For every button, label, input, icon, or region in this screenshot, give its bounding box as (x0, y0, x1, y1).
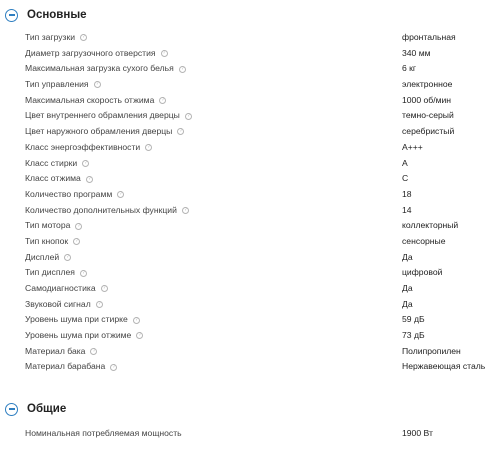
spec-label (0, 297, 402, 313)
spec-label-text: Материал барабана (25, 361, 106, 372)
spec-row (0, 30, 500, 46)
spec-row (0, 93, 500, 109)
spec-row (0, 108, 500, 124)
spec-row (0, 156, 500, 172)
spec-value: A (402, 157, 408, 168)
spec-label (0, 359, 402, 375)
spec-label (0, 77, 402, 93)
spec-label (0, 140, 402, 156)
spec-row (0, 203, 500, 219)
spec-rows (0, 30, 500, 375)
spec-label (0, 234, 402, 250)
spec-value: 1900 Вт (402, 428, 433, 438)
spec-label-text: Тип загрузки (25, 32, 76, 42)
spec-label (0, 312, 402, 328)
question-circle-icon[interactable]: ? (94, 81, 101, 88)
spec-value: 18 (402, 188, 412, 199)
spec-row (0, 218, 500, 234)
spec-value: фронтальная (402, 32, 456, 42)
spec-value: серебристый (402, 126, 455, 137)
question-circle-icon[interactable]: ? (161, 50, 168, 57)
spec-row (0, 77, 500, 93)
question-circle-icon[interactable]: ? (90, 348, 97, 355)
spec-row (0, 359, 500, 375)
spec-label-text: Количество программ (25, 188, 113, 199)
section-header-toggle[interactable] (0, 4, 500, 26)
question-circle-icon[interactable]: ? (145, 144, 152, 151)
spec-label (0, 328, 402, 344)
spec-row (0, 328, 500, 344)
spec-label (0, 61, 402, 77)
spec-value: электронное (402, 79, 453, 90)
section-header-toggle[interactable] (0, 398, 500, 420)
question-circle-icon[interactable]: ? (136, 332, 143, 339)
spec-value: Да (402, 283, 413, 293)
spec-label (0, 218, 402, 234)
spec-value: 59 дБ (402, 314, 425, 325)
spec-row (0, 297, 500, 313)
section-title: Общие (27, 403, 67, 415)
question-circle-icon[interactable]: ? (86, 176, 93, 183)
spec-value: A+++ (402, 141, 423, 152)
spec-row (0, 344, 500, 360)
spec-row (0, 265, 500, 281)
spec-label-text: Звуковой сигнал (25, 298, 91, 309)
spec-label (0, 265, 402, 281)
spec-label (0, 281, 402, 297)
question-circle-icon[interactable]: ? (64, 254, 71, 261)
spec-row (0, 171, 500, 187)
question-circle-icon[interactable]: ? (80, 270, 87, 277)
spec-label (0, 426, 402, 442)
section-title: Основные (27, 9, 87, 21)
spec-value: Нержавеющая сталь (402, 361, 486, 372)
spec-value: Да (402, 298, 413, 309)
question-circle-icon[interactable]: ? (177, 128, 184, 135)
spec-label-text: Цвет наружного обрамления дверцы (25, 126, 173, 137)
spec-section (0, 398, 500, 442)
spec-row (0, 140, 500, 156)
spec-label-text: Тип кнопок (25, 235, 69, 246)
spec-row (0, 312, 500, 328)
minus-circle-icon[interactable] (5, 9, 18, 22)
spec-label-text: Уровень шума при отжиме (25, 330, 132, 341)
spec-label-text: Дисплей (25, 251, 60, 262)
spec-label (0, 30, 402, 46)
spec-value: коллекторный (402, 220, 459, 231)
spec-row (0, 281, 500, 297)
spec-label (0, 156, 402, 172)
question-circle-icon[interactable]: ? (96, 301, 103, 308)
spec-label (0, 344, 402, 360)
question-circle-icon[interactable]: ? (133, 317, 140, 324)
minus-circle-icon[interactable] (5, 403, 18, 416)
spec-label (0, 124, 402, 140)
spec-value: 73 дБ (402, 330, 425, 341)
spec-label-text: Номинальная потребляемая мощность (25, 428, 182, 438)
spec-value: Полипропилен (402, 345, 461, 356)
spec-rows (0, 426, 500, 442)
spec-label-text: Цвет внутреннего обрамления дверцы (25, 110, 180, 121)
spec-label (0, 46, 402, 62)
question-circle-icon[interactable]: ? (179, 66, 186, 73)
question-circle-icon[interactable]: ? (101, 285, 108, 292)
spec-value: 340 мм (402, 47, 431, 58)
spec-label-text: Класс энергоэффективности (25, 141, 141, 152)
spec-value: 14 (402, 204, 412, 215)
spec-label (0, 108, 402, 124)
spec-label (0, 171, 402, 187)
spec-value: 6 кг (402, 63, 417, 74)
spec-value: C (402, 173, 409, 184)
spec-label-text: Максимальная загрузка сухого белья (25, 63, 174, 74)
spec-label-text: Класс отжима (25, 173, 81, 184)
question-circle-icon[interactable]: ? (159, 97, 166, 104)
spec-value: сенсорные (402, 235, 446, 246)
spec-row (0, 46, 500, 62)
spec-label-text: Тип мотора (25, 220, 71, 231)
spec-value: Да (402, 251, 413, 262)
spec-section (0, 4, 500, 375)
spec-row (0, 426, 500, 442)
spec-label (0, 250, 402, 266)
question-circle-icon[interactable]: ? (185, 113, 192, 120)
question-circle-icon[interactable]: ? (80, 34, 87, 41)
spec-value: темно-серый (402, 110, 454, 121)
spec-row (0, 250, 500, 266)
spec-label-text: Уровень шума при стирке (25, 314, 128, 325)
question-circle-icon[interactable]: ? (82, 160, 89, 167)
spec-row (0, 124, 500, 140)
spec-label-text: Самодиагностика (25, 283, 96, 293)
spec-row (0, 234, 500, 250)
spec-row (0, 187, 500, 203)
spec-value: цифровой (402, 267, 443, 278)
spec-label (0, 203, 402, 219)
spec-label-text: Тип управления (25, 79, 89, 90)
spec-label-text: Класс стирки (25, 157, 78, 168)
spec-label-text: Материал бака (25, 345, 86, 356)
spec-label (0, 187, 402, 203)
question-circle-icon[interactable]: ? (110, 364, 117, 371)
spec-label-text: Максимальная скорость отжима (25, 94, 155, 105)
question-circle-icon[interactable]: ? (182, 207, 189, 214)
spec-label-text: Тип дисплея (25, 267, 75, 278)
question-circle-icon[interactable]: ? (117, 191, 124, 198)
question-circle-icon[interactable]: ? (75, 223, 82, 230)
spec-value: 1000 об/мин (402, 94, 452, 105)
spec-row (0, 61, 500, 77)
question-circle-icon[interactable]: ? (73, 238, 80, 245)
spec-label-text: Количество дополнительных функций (25, 204, 177, 215)
spec-label-text: Диаметр загрузочного отверстия (25, 47, 156, 58)
spec-label (0, 93, 402, 109)
